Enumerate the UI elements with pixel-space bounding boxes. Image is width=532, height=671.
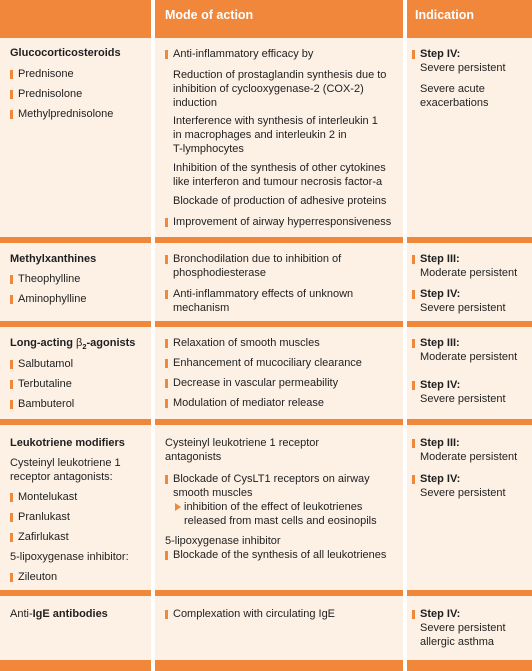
class-title-leukotriene-modifiers: Leukotriene modifiers: [10, 437, 125, 449]
mode-line: Decrease in vascular permeability: [173, 377, 339, 389]
mode-line: Reduction of prostaglandin synthesis due to: [173, 69, 387, 81]
group-label: Cysteinyl leukotriene 1: [10, 457, 121, 469]
bullet: [412, 610, 415, 619]
drug-name: Pranlukast: [18, 511, 70, 523]
mode-line: Modulation of mediator release: [173, 397, 325, 409]
mode-line: Blockade of the synthesis of all leukotrienes: [173, 549, 387, 561]
mode-line: Enhancement of mucociliary clearance: [173, 357, 362, 369]
indication-desc: Severe persistent: [420, 302, 506, 314]
indication-desc: Moderate persistent: [420, 351, 518, 363]
bullet: [10, 110, 13, 119]
drug-name: Zileuton: [18, 571, 58, 583]
mode-line: mechanism: [173, 302, 230, 314]
indication-step: Step III:: [420, 253, 460, 265]
bullet: [412, 255, 415, 264]
bullet: [412, 381, 415, 390]
mode-line: Bronchodilation due to inhibition of: [173, 253, 342, 265]
mode-line: Complexation with circulating IgE: [173, 608, 336, 620]
column-separator: [403, 0, 407, 671]
divider: [0, 321, 532, 327]
mode-heading: 5-lipoxygenase inhibitor: [165, 535, 281, 547]
drug-name: Montelukast: [18, 491, 78, 503]
bullet: [10, 360, 13, 369]
mode-line: Improvement of airway hyperresponsiveness: [173, 216, 392, 228]
mode-line: Relaxation of smooth muscles: [173, 337, 320, 349]
mode-line: Inhibition of the synthesis of other cytokines: [173, 162, 386, 174]
indication-step: Step III:: [420, 337, 460, 349]
drug-name: Zafirlukast: [18, 531, 69, 543]
bullet: [165, 359, 168, 368]
bullet: [10, 70, 13, 79]
drug-name: Prednisone: [18, 68, 74, 80]
indication-desc: allergic asthma: [420, 636, 494, 648]
drug-name: Aminophylline: [18, 293, 87, 305]
column-separator: [151, 0, 155, 671]
header-indication: Indication: [405, 0, 532, 34]
bullet: [10, 533, 13, 542]
bullet: [10, 400, 13, 409]
bullet: [165, 475, 168, 484]
title-part: -agonists: [86, 337, 136, 349]
bullet: [10, 513, 13, 522]
divider: [0, 419, 532, 425]
indication-desc: Moderate persistent: [420, 267, 518, 279]
title-part: IgE antibodies: [32, 608, 108, 620]
drug-name: Methylprednisolone: [18, 108, 114, 120]
title-part: Anti-: [10, 608, 33, 620]
bullet: [10, 295, 13, 304]
drug-name: Terbutaline: [18, 378, 72, 390]
bullet: [165, 379, 168, 388]
mode-heading: antagonists: [165, 451, 222, 463]
indication-step: Step III:: [420, 437, 460, 449]
bullet: [165, 339, 168, 348]
header-blank: [0, 0, 153, 34]
mode-line: like interferon and tumour necrosis factor-a: [173, 176, 383, 188]
bullet: [10, 573, 13, 582]
indication-desc: Severe acute: [420, 83, 485, 95]
drug-name: Prednisolone: [18, 88, 83, 100]
bullet: [165, 551, 168, 560]
bullet: [165, 610, 168, 619]
bullet: [412, 339, 415, 348]
mode-line: in macrophages and interleukin 2 in: [173, 129, 347, 141]
bullet: [10, 380, 13, 389]
bullet: [165, 50, 168, 59]
indication-desc: Severe persistent: [420, 62, 506, 74]
mode-line: phosphodiesterase: [173, 267, 266, 279]
drug-name: Salbutamol: [18, 358, 74, 370]
mode-subline: inhibition of the effect of leukotrienes: [184, 501, 363, 513]
indication-desc: Severe persistent: [420, 487, 506, 499]
bullet: [412, 50, 415, 59]
indication-step: Step IV:: [420, 379, 461, 391]
divider: [0, 590, 532, 596]
bullet: [10, 90, 13, 99]
class-title-glucocorticosteroids: Glucocorticosteroids: [10, 47, 121, 59]
bullet: [10, 275, 13, 284]
drug-name: Bambuterol: [18, 398, 75, 410]
arrow-right-icon: [175, 503, 181, 511]
mode-line: T-lymphocytes: [173, 143, 244, 155]
class-title-long-acting-beta2-agonists: [10, 336, 135, 352]
bullet: [165, 399, 168, 408]
title-part: 2: [82, 342, 87, 351]
mode-line: inhibition of cyclooxygenase-2 (COX-2): [173, 83, 364, 95]
mode-line: Blockade of CysLT1 receptors on airway: [173, 473, 370, 485]
group-label: 5-lipoxygenase inhibitor:: [10, 551, 129, 563]
mode-line: Interference with synthesis of interleukin 1: [173, 115, 378, 127]
mode-line: induction: [173, 97, 218, 109]
indication-desc: Severe persistent: [420, 622, 506, 634]
mode-line: Anti-inflammatory effects of unknown: [173, 288, 354, 300]
footer-bar: [0, 660, 151, 671]
indication-step: Step IV:: [420, 473, 461, 485]
indication-step: Step IV:: [420, 608, 461, 620]
bullet: [165, 218, 168, 227]
bullet: [412, 475, 415, 484]
mode-heading: Cysteinyl leukotriene 1 receptor: [165, 437, 320, 449]
class-title-methylxanthines: Methylxanthines: [10, 253, 97, 265]
header-mode-of-action: Mode of action: [153, 0, 405, 34]
footer-bar: [155, 660, 403, 671]
bullet: [10, 493, 13, 502]
bullet: [412, 290, 415, 299]
bullet: [165, 255, 168, 264]
mode-heading: Anti-inflammatory efficacy by: [173, 48, 314, 60]
indication-step: Step IV:: [420, 288, 461, 300]
indication-desc: Moderate persistent: [420, 451, 518, 463]
bullet: [412, 439, 415, 448]
group-label: receptor antagonists:: [10, 471, 113, 483]
title-part: β: [76, 337, 83, 349]
title-part: Long-acting: [10, 337, 76, 349]
indication-desc: exacerbations: [420, 97, 489, 109]
mode-line: smooth muscles: [173, 487, 253, 499]
indication-step: Step IV:: [420, 48, 461, 60]
divider: [0, 34, 532, 38]
mode-line: Blockade of production of adhesive proteins: [173, 195, 387, 207]
drug-name: Theophylline: [18, 273, 81, 285]
footer-bar: [407, 660, 532, 671]
mode-subline: released from mast cells and eosinopils: [184, 515, 377, 527]
indication-desc: Severe persistent: [420, 393, 506, 405]
class-title-anti-ige-antibodies: [10, 607, 108, 622]
bullet: [165, 290, 168, 299]
divider: [0, 237, 532, 243]
